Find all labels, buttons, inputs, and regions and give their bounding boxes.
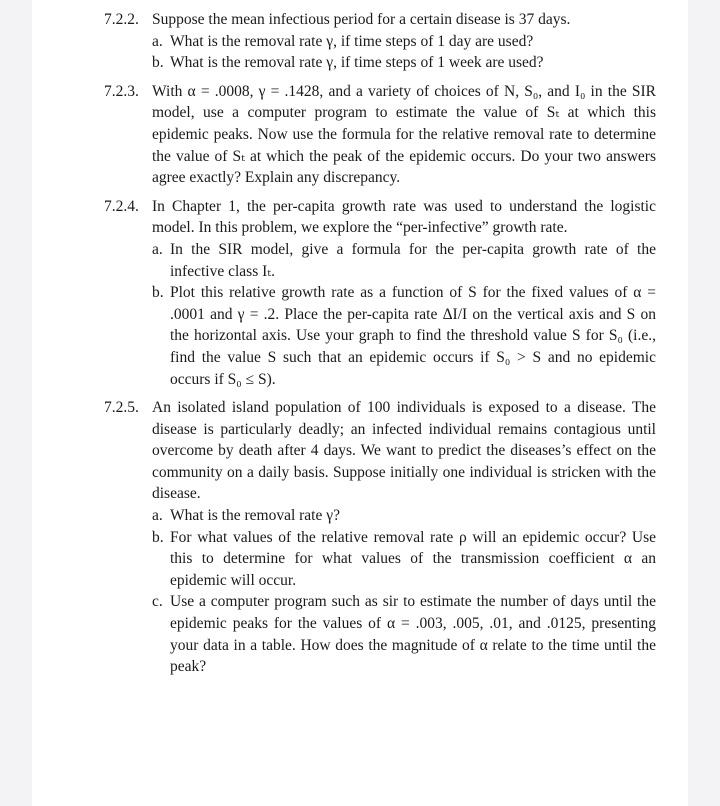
part-b — [152, 52, 656, 74]
part-b — [152, 282, 656, 390]
part-label: a. — [152, 32, 163, 50]
part-label: a. — [152, 240, 163, 258]
part-a — [152, 505, 656, 527]
problem-number: 7.2.3. — [104, 82, 139, 100]
problem-7-2-5 — [104, 397, 656, 678]
problem-number: 7.2.4. — [104, 197, 139, 215]
problem-7-2-2 — [104, 9, 656, 74]
problem-7-2-3 — [104, 81, 656, 189]
part-a — [152, 31, 656, 53]
part-label: a. — [152, 507, 163, 525]
part-text: What is the removal rate γ? — [170, 507, 340, 525]
part-b — [152, 527, 656, 592]
part-text: Use a computer program such as sir to estimate the number of days until the epidemic peaks for the values of α = .003, .005, .01, and .0125, presenting your data in a table. How does the magnitude of α relate to the time until the peak? — [170, 593, 656, 676]
exercise-list — [104, 9, 656, 685]
problem-number: 7.2.2. — [104, 11, 139, 28]
part-text: What is the removal rate γ, if time steps of 1 week are used? — [170, 54, 544, 72]
problem-text: In Chapter 1, the per-capita growth rate was used to understand the logistic model. In this problem, we explore the “per-infective” growth rate. — [152, 197, 656, 237]
part-label: b. — [152, 284, 164, 302]
part-label: c. — [152, 593, 163, 611]
problem-text: Suppose the mean infectious period for a certain disease is 37 days. — [152, 11, 571, 28]
part-label: b. — [152, 528, 164, 546]
textbook-page — [32, 0, 688, 806]
problem-text: With α = .0008, γ = .1428, and a variety of choices of N, S₀, and I₀ in the SIR model, use a computer program to estimate the value of Sₜ at which this epidemic peaks. Now use the formula for the relative removal rate to determine the value of Sₜ at which the peak of the epidemic occurs. Do your two answers agree exactly? Explain any discrepancy. — [152, 82, 656, 187]
part-text: What is the removal rate γ, if time steps of 1 day are used? — [170, 32, 534, 50]
problem-number: 7.2.5. — [104, 399, 139, 417]
part-text: Plot this relative growth rate as a function of S for the fixed values of α = .0001 and γ = .2. Place the per-capita rate ΔI/I on the vertical axis and S on the horizontal axis. Use your graph to find the threshold value S for S₀ (i.e., find the value S such that an epidemic occurs if S₀ > S and no epidemic occurs if S₀ ≤ S). — [170, 284, 656, 388]
problem-text: An isolated island population of 100 individuals is exposed to a disease. The disease is particularly deadly; an infected individual remains contagious until overcome by death after 4 days. We want to predict the diseases’s effect on the community on a daily basis. Suppose initially one individual is stricken with the disease. — [152, 399, 656, 503]
part-c — [152, 591, 656, 677]
part-text: For what values of the relative removal rate ρ will an epidemic occur? Use this to determine for what values of the transmission coefficient α an epidemic will occur. — [170, 528, 656, 589]
part-text: In the SIR model, give a formula for the per-capita growth rate of the infective class Iₜ. — [170, 240, 656, 280]
part-label: b. — [152, 54, 164, 72]
problem-7-2-4 — [104, 196, 656, 390]
part-a — [152, 239, 656, 282]
